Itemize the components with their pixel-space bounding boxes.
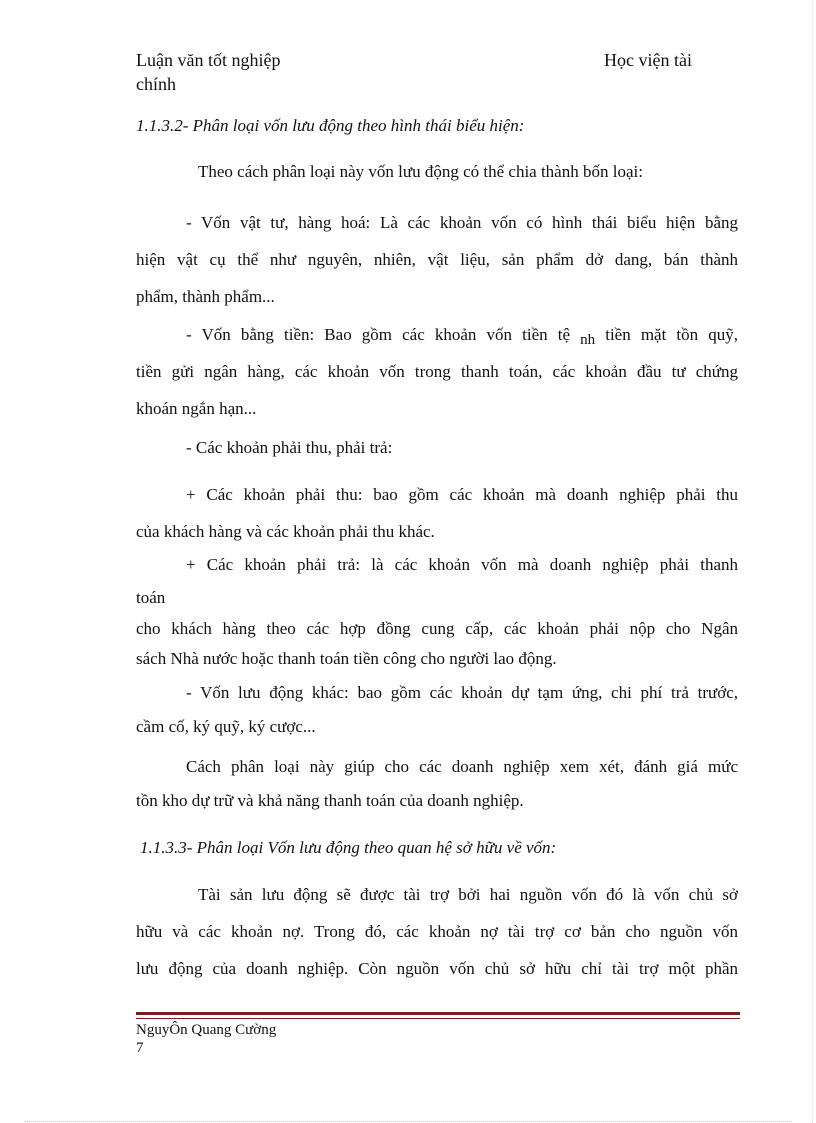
paragraph-materials — [136, 204, 738, 315]
header-right: Học viện tài — [604, 50, 692, 70]
item-receivables-payables: - Các khoản phải thu, phải trả: — [186, 438, 393, 457]
paragraph-line: tồn kho dự trữ và khả năng thanh toán của doanh nghiệp. — [136, 791, 524, 810]
paragraph-line: của khách hàng và các khoản phải thu khác. — [136, 522, 435, 541]
paragraph-line: Cách phân loại này giúp cho các doanh nghiệp xem xét, đánh giá mức — [186, 757, 738, 776]
header-left-wrap: chính — [136, 74, 176, 94]
paragraph-line: hữu và các khoản nợ. Trong đó, các khoản nợ tài trợ cơ bản cho nguồn vốn — [136, 922, 738, 941]
intro-paragraph: Theo cách phân loại này vốn lưu động có thể chia thành bốn loại: — [198, 162, 643, 181]
paragraph-ownership — [136, 876, 738, 987]
paragraph-line: toán — [136, 588, 166, 607]
paragraph-line: phẩm, thành phẩm... — [136, 287, 275, 306]
page-edge-right — [812, 0, 813, 1123]
paragraph-line: Tài sản lưu động sẽ được tài trợ bởi hai nguồn vốn đó là vốn chủ sở — [198, 885, 738, 904]
footer-author: NguyÔn Quang Cường — [136, 1022, 277, 1038]
paragraph-line: khoán ngắn hạn... — [136, 399, 257, 418]
paragraph-line: - Vốn lưu động khác: bao gồm các khoản dự tạm ứng, chi phí trả trước, — [186, 683, 738, 702]
section-heading-1-1-3-3: 1.1.3.3- Phân loại Vốn lưu động theo quan hệ sở hữu về vốn: — [140, 838, 557, 857]
paragraph-other-capital — [136, 676, 738, 744]
section-heading-1-1-3-2: 1.1.3.2- Phân loại vốn lưu động theo hình thái biểu hiện: — [136, 116, 525, 135]
cash-subscript: nh — [580, 332, 596, 348]
paragraph-receivables — [136, 476, 738, 550]
footer-rule-thin — [136, 1018, 740, 1019]
header-left: Luận văn tốt nghiệp — [136, 50, 281, 70]
paragraph-line: cho khách hàng theo các hợp đồng cung cấp, các khoản phải nộp cho Ngân — [136, 619, 738, 638]
paragraph-line: cầm cố, ký quỹ, ký cược... — [136, 717, 316, 736]
paragraph-cash — [136, 316, 738, 427]
paragraph-payables — [136, 548, 738, 674]
footer-rule-thick — [136, 1012, 740, 1015]
cash-text-a: - Vốn bằng tiền: Bao gồm các khoản vốn tiền tệ — [186, 325, 570, 344]
paragraph-line: lưu động của doanh nghiệp. Còn nguồn vốn chủ sở hữu chỉ tài trợ một phần — [136, 959, 738, 978]
paragraph-line: + Các khoản phải thu: bao gồm các khoản mà doanh nghiệp phải thu — [186, 485, 738, 504]
cash-text-b: tiền mặt tồn quỹ, — [605, 325, 738, 344]
page-edge-bottom — [24, 1121, 792, 1122]
paragraph-line: hiện vật cụ thể như nguyên, nhiên, vật liệu, sản phẩm dở dang, bán thành — [136, 250, 738, 269]
paragraph-line: + Các khoản phải trả: là các khoản vốn mà doanh nghiệp phải thanh — [186, 555, 738, 574]
paragraph-line — [136, 316, 738, 353]
paragraph-line: sách Nhà nước hoặc thanh toán tiền công cho người lao động. — [136, 649, 557, 668]
paragraph-line: - Vốn vật tư, hàng hoá: Là các khoản vốn có hình thái biểu hiện bằng — [186, 213, 738, 232]
paragraph-line: tiền gửi ngân hàng, các khoản vốn trong thanh toán, các khoản đầu tư chứng — [136, 362, 738, 381]
paragraph-conclusion — [136, 750, 738, 818]
footer-page-number: 7 — [136, 1040, 144, 1056]
